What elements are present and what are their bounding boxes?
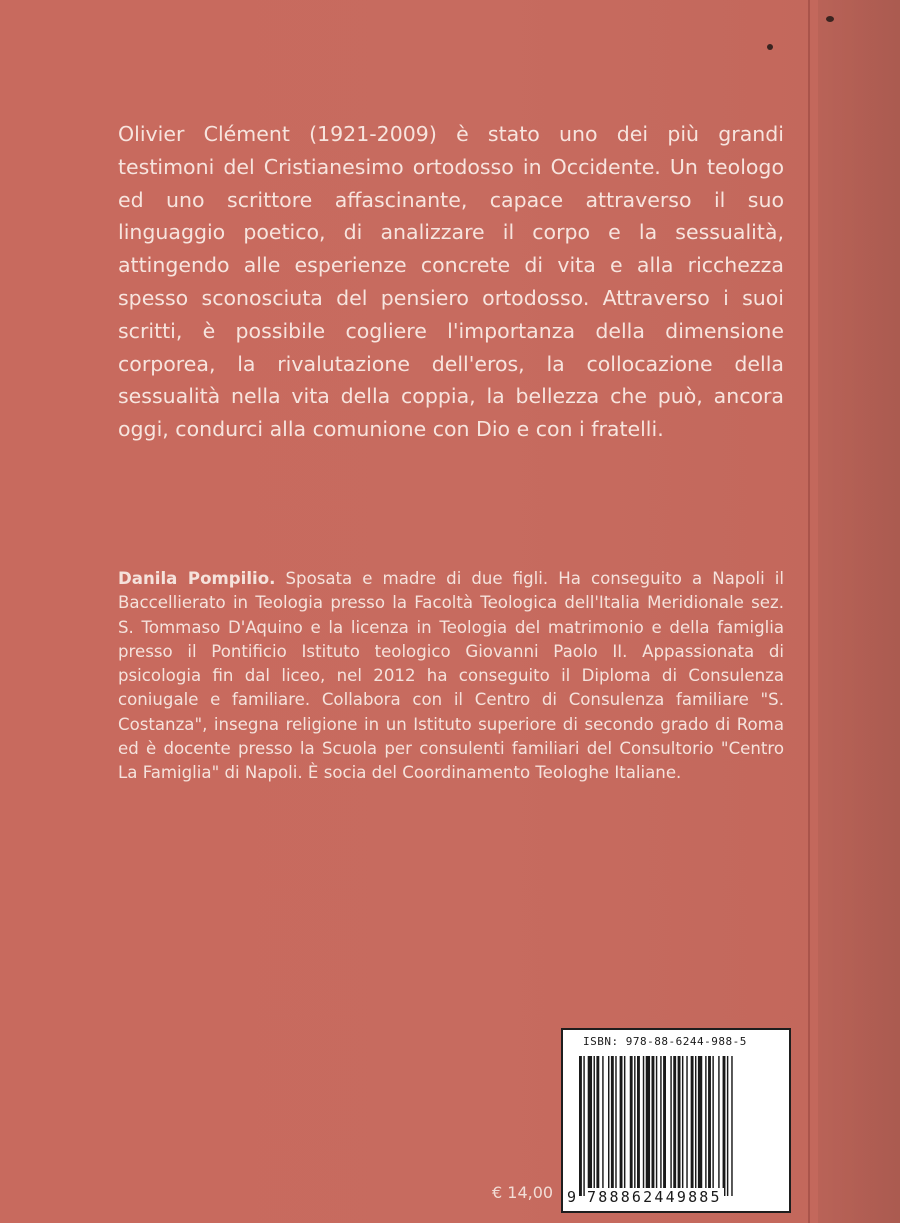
barcode-bar xyxy=(611,1056,614,1196)
barcode-bar xyxy=(695,1056,696,1196)
barcode-bar xyxy=(705,1056,706,1196)
barcode-bar xyxy=(579,1056,582,1196)
cover-edge-shadow xyxy=(818,0,900,1223)
price-label: € 14,00 xyxy=(492,1183,554,1202)
barcode-bar xyxy=(673,1056,676,1196)
barcode-bar xyxy=(634,1056,635,1196)
author-bio xyxy=(118,567,784,786)
cover-fold-line xyxy=(808,0,810,1223)
barcode-bar xyxy=(682,1056,683,1196)
barcode-bar xyxy=(588,1056,592,1196)
barcode-bar xyxy=(708,1056,711,1196)
barcode-bars xyxy=(579,1056,783,1196)
barcode-bar xyxy=(718,1056,719,1196)
speck-mark xyxy=(826,16,834,22)
barcode-bar xyxy=(637,1056,640,1196)
barcode-bar xyxy=(646,1056,650,1196)
barcode-bar xyxy=(630,1056,633,1196)
barcode-bar xyxy=(663,1056,666,1196)
barcode-bar xyxy=(594,1056,595,1196)
author-bio-text: Sposata e madre di due figli. Ha conseguito a Napoli il Baccellierato in Teologia presso la Facoltà Teologica dell'Italia Meridionale sez. S. Tommaso D'Aquino e la licenza in Teologia del matrimonio e della famiglia presso il Pontificio Istituto teologico Giovanni Paolo II. Appassionata di psicologia fin dal liceo, nel 2012 ha conseguito il Diploma di Consulenza coniugale e familiare. Collabora con il Centro di Consulenza familiare "S. Costanza", insegna religione in un Istituto superiore di secondo grado di Roma ed è docente presso la Scuola per consulenti familiari del Consultorio "Centro La Famiglia" di Napoli. È socia del Coordinamento Teologhe Italiane. xyxy=(118,569,785,783)
barcode-bar xyxy=(608,1056,609,1196)
speck-mark xyxy=(767,44,773,50)
barcode-bar xyxy=(723,1056,726,1196)
barcode-bar xyxy=(624,1056,625,1196)
ean-first-digit: 9 xyxy=(567,1188,577,1206)
barcode-bar xyxy=(691,1056,694,1196)
barcode-bar xyxy=(652,1056,655,1196)
barcode-bar xyxy=(712,1056,713,1196)
author-name: Danila Pompilio. xyxy=(118,569,276,588)
barcode-bar xyxy=(660,1056,661,1196)
ean-digit-groups: 788862449885 xyxy=(587,1188,722,1206)
barcode-bar xyxy=(602,1056,603,1196)
barcode-bar xyxy=(698,1056,702,1196)
barcode-bar xyxy=(583,1056,584,1196)
barcode-bar xyxy=(620,1056,623,1196)
isbn-label: ISBN: 978-88-6244-988-5 xyxy=(583,1035,747,1048)
book-blurb: Olivier Clément (1921-2009) è stato uno dei più grandi testimoni del Cristianesimo ortodosso in Occidente. Un teologo ed uno scrittore affascinante, capace attraverso il suo linguaggio poetico, di analizzare il corpo e la sessualità, attingendo alle esperienze concrete di vita e alla ricchezza spesso sconosciuta del pensiero ortodosso. Attraverso i suoi scritti, è possibile cogliere l'importanza della dimensione corporea, la rivalutazione dell'eros, la collocazione della sessualità nella vita della coppia, la bellezza che può, ancora oggi, condurci alla comunione con Dio e con i fratelli. xyxy=(118,122,784,442)
isbn-barcode xyxy=(561,1028,791,1213)
barcode-bar xyxy=(656,1056,657,1196)
barcode-bar xyxy=(731,1056,732,1196)
barcode-bar xyxy=(615,1056,616,1196)
barcode-bar xyxy=(670,1056,671,1196)
barcode-bar xyxy=(596,1056,599,1196)
barcode-bar xyxy=(686,1056,687,1196)
barcode-bar xyxy=(643,1056,644,1196)
barcode-bar xyxy=(727,1056,728,1196)
barcode-bar xyxy=(678,1056,681,1196)
